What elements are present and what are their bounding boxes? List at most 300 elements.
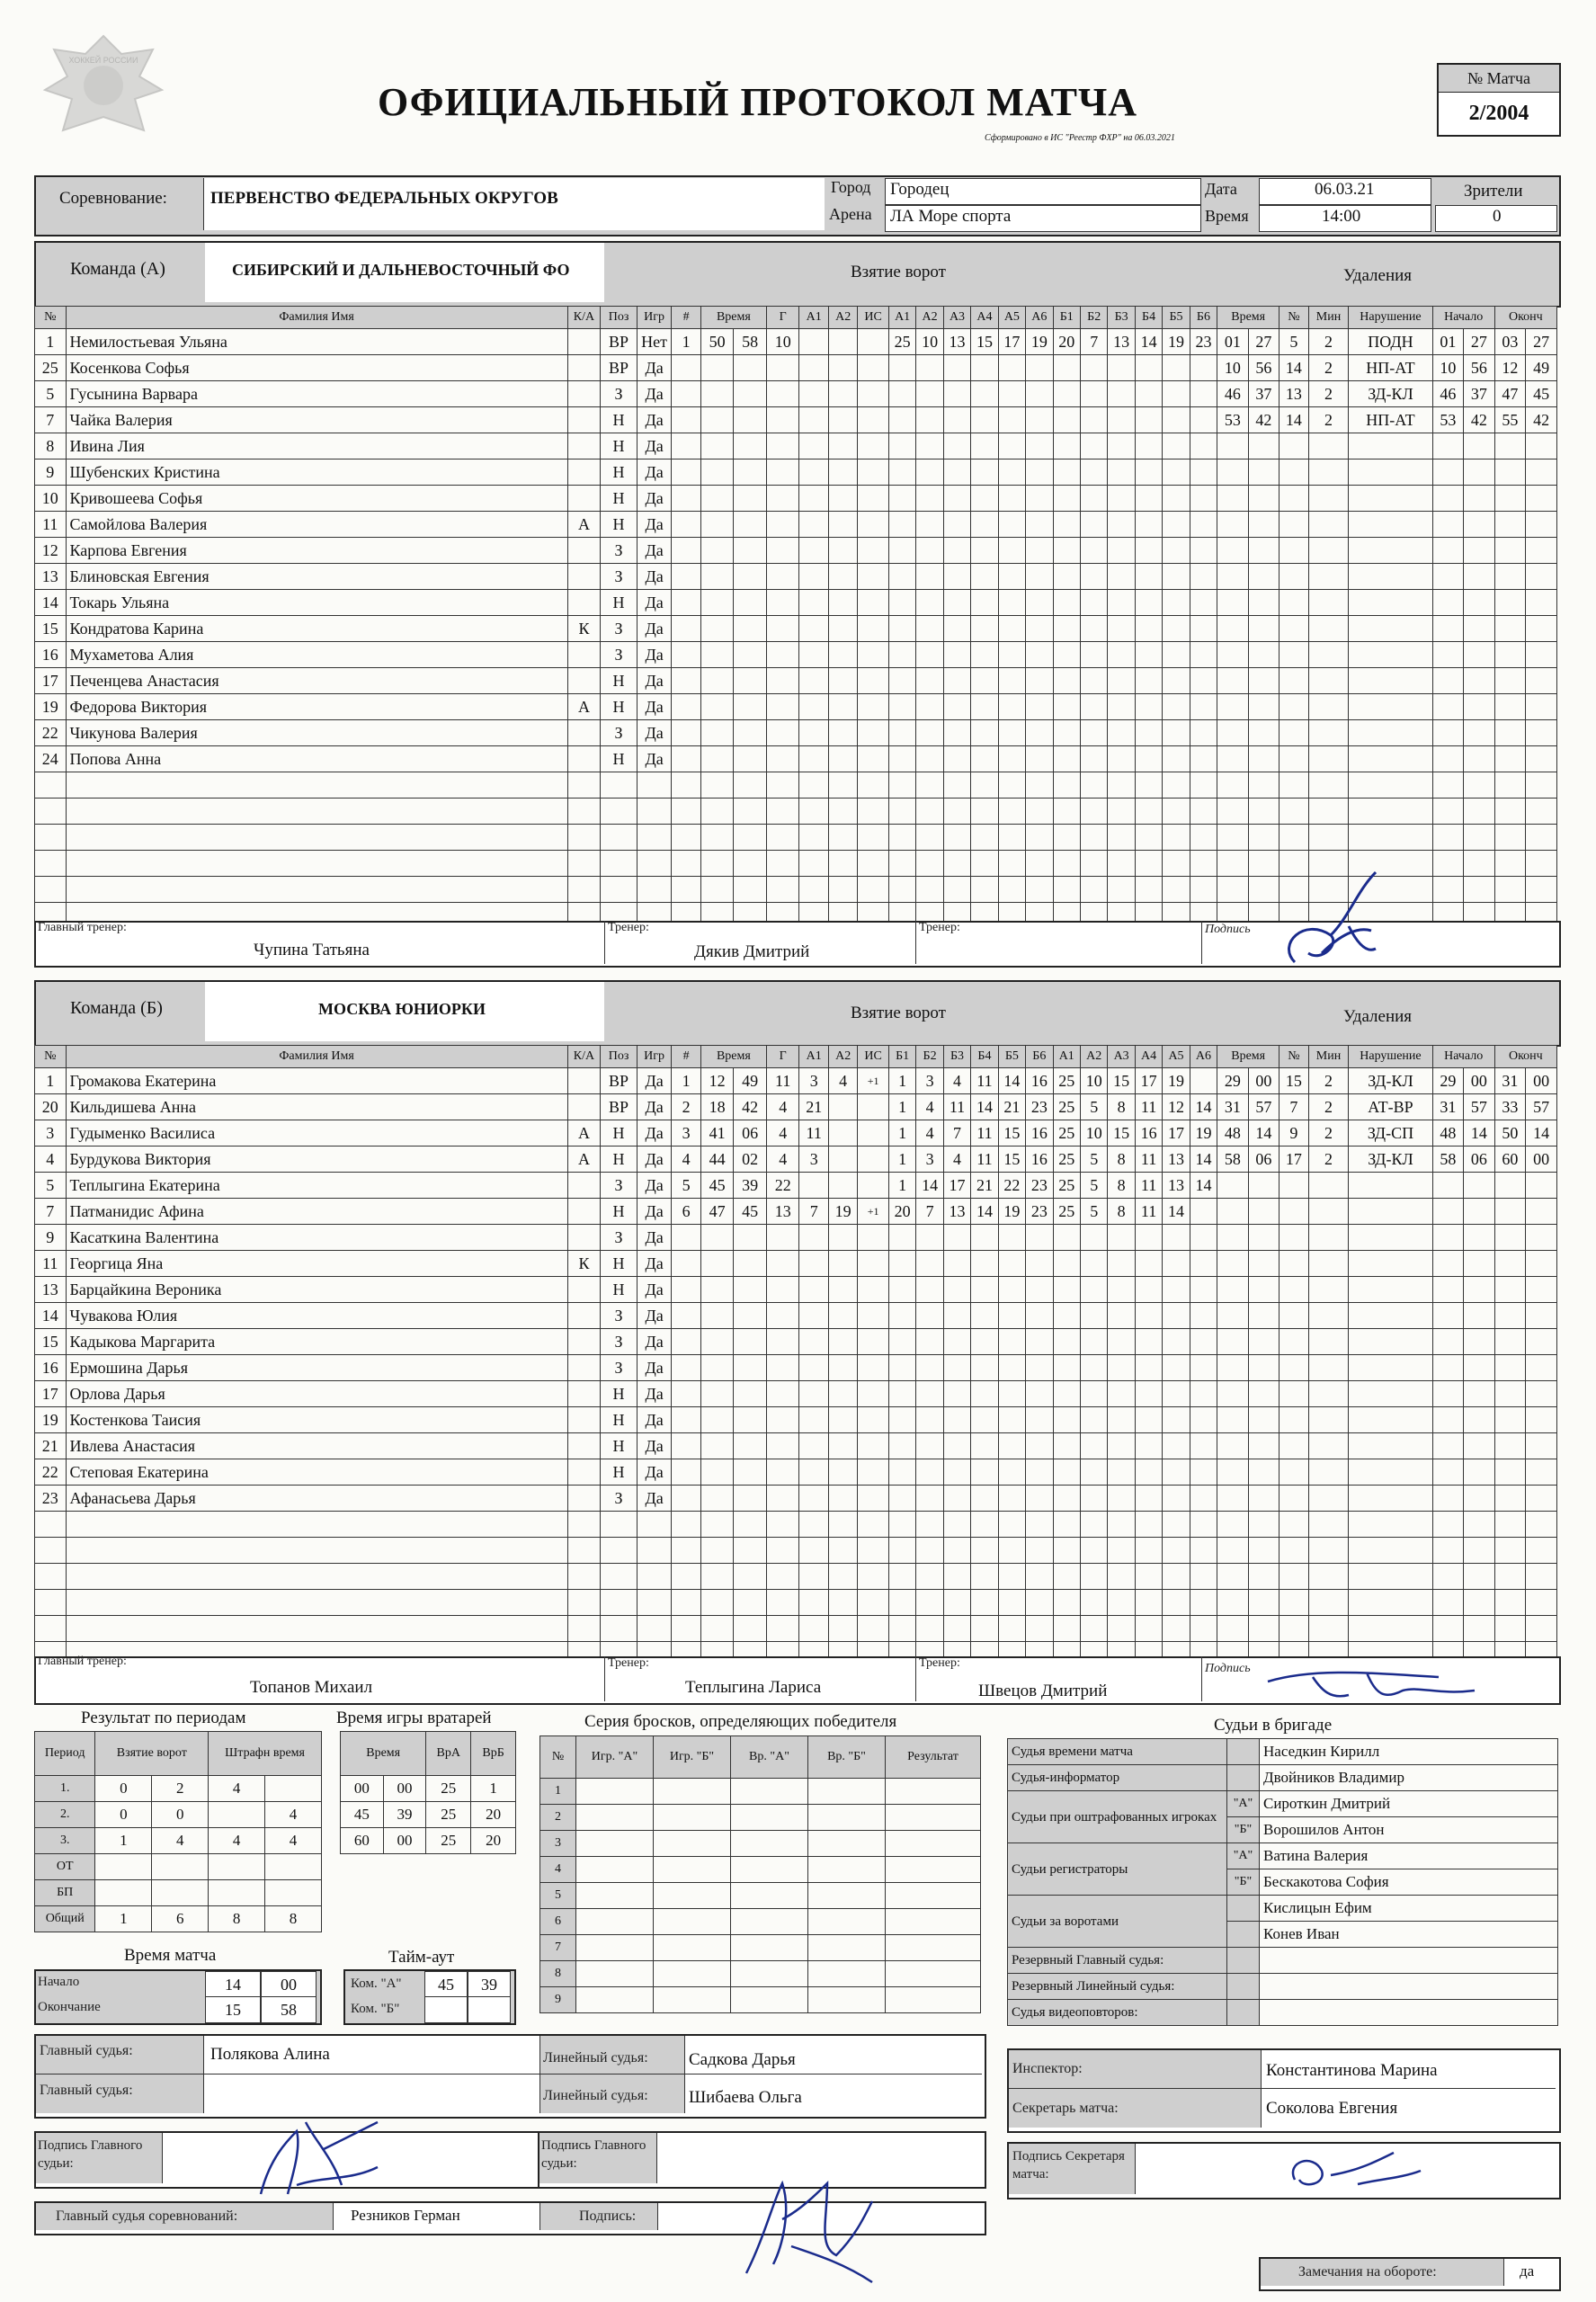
player-played: Да xyxy=(637,1433,672,1459)
goal-on-ice-minus xyxy=(1135,407,1162,433)
referee-tag xyxy=(1227,1765,1260,1791)
table-row xyxy=(35,1828,322,1854)
col-plus-2: А2 xyxy=(916,307,943,329)
col-pen-time: Время xyxy=(1217,1046,1279,1068)
goal-minute xyxy=(700,381,734,407)
referee-tag xyxy=(1227,1974,1260,2000)
table-row xyxy=(35,1329,1557,1355)
penalty-player: 15 xyxy=(1279,1068,1308,1094)
goal-situation xyxy=(858,407,889,433)
player-played: Да xyxy=(637,512,672,538)
penalty-end-sec xyxy=(1526,1303,1557,1329)
goal-on-ice-plus xyxy=(943,381,970,407)
player-played xyxy=(637,877,672,903)
team-b-table xyxy=(34,1045,1557,1668)
shootout-cell xyxy=(886,1883,981,1909)
player-played: Да xyxy=(637,1225,672,1251)
goal-on-ice-minus xyxy=(1053,433,1080,460)
penalty-end-min xyxy=(1494,746,1526,772)
col-no: № xyxy=(540,1736,576,1779)
goal-on-ice-minus xyxy=(1080,1512,1107,1538)
goal-on-ice-plus: 4 xyxy=(916,1094,943,1120)
periods-table xyxy=(34,1731,322,1932)
goal-on-ice-plus: 4 xyxy=(916,1120,943,1147)
svg-text:ХОККЕЙ РОССИИ: ХОККЕЙ РОССИИ xyxy=(68,56,138,65)
penalty-end-min xyxy=(1494,1381,1526,1407)
goal-on-ice-minus xyxy=(1053,694,1080,720)
penalty-start-sec: 27 xyxy=(1464,329,1495,355)
col-play: Игр xyxy=(637,307,672,329)
goalie-a: 25 xyxy=(426,1776,471,1802)
player-played: Да xyxy=(637,460,672,486)
penalty-start-min xyxy=(1432,1512,1464,1538)
penalty-violation xyxy=(1349,1277,1432,1303)
player-captain xyxy=(567,1407,601,1433)
penalty-start-sec xyxy=(1464,642,1495,668)
col-minus-6: А6 xyxy=(1190,1046,1217,1068)
penalty-end-sec xyxy=(1526,825,1557,851)
penalty-end-sec: 42 xyxy=(1526,407,1557,433)
goal-assist-1 xyxy=(799,799,828,825)
goal-on-ice-minus: 23 xyxy=(1190,329,1217,355)
goal-on-ice-plus xyxy=(916,1277,943,1303)
player-position: Н xyxy=(601,1433,638,1459)
penalty-start-sec xyxy=(1464,1433,1495,1459)
table-row xyxy=(1008,1791,1558,1817)
goal-on-ice-plus xyxy=(888,538,915,564)
goal-on-ice-minus xyxy=(1053,1538,1080,1564)
period-goals-a: 1 xyxy=(95,1828,152,1854)
goal-on-ice-minus: 14 xyxy=(1135,329,1162,355)
player-number: 21 xyxy=(35,1433,67,1459)
penalty-start-sec xyxy=(1464,1538,1495,1564)
penalty-start-sec xyxy=(1464,1459,1495,1486)
penalty-player xyxy=(1279,1355,1308,1381)
referee-tag: "А" xyxy=(1227,1791,1260,1817)
period-pen-a: 4 xyxy=(209,1828,265,1854)
goal-on-ice-plus xyxy=(888,694,915,720)
player-captain xyxy=(567,1329,601,1355)
goal-on-ice-plus: 14 xyxy=(916,1173,943,1199)
goal-on-ice-plus xyxy=(971,877,998,903)
penalty-start-min: 31 xyxy=(1432,1094,1464,1120)
player-played: Да xyxy=(637,433,672,460)
goal-scorer xyxy=(766,1251,799,1277)
goal-on-ice-plus xyxy=(1026,381,1053,407)
table-row xyxy=(35,616,1557,642)
goal-on-ice-minus xyxy=(1190,1590,1217,1616)
penalty-start-sec xyxy=(1464,1564,1495,1590)
table-row xyxy=(540,1805,981,1831)
goal-number xyxy=(672,590,700,616)
goal-assist-2 xyxy=(828,1147,857,1173)
goal-assist-1 xyxy=(799,1564,828,1590)
penalty-player: 13 xyxy=(1279,381,1308,407)
goal-on-ice-minus: 11 xyxy=(1135,1173,1162,1199)
penalty-start-min: 01 xyxy=(1432,329,1464,355)
penalty-minutes xyxy=(1308,1538,1349,1564)
goal-on-ice-plus xyxy=(888,1459,915,1486)
col-minus-4: А4 xyxy=(1135,1046,1162,1068)
team-b-coach2: Швецов Дмитрий xyxy=(978,1682,1108,1700)
shootout-cell xyxy=(576,1961,654,1987)
goal-on-ice-minus xyxy=(1135,851,1162,877)
table-row xyxy=(35,720,1557,746)
goal-on-ice-minus xyxy=(1108,1381,1135,1407)
goal-minute: 45 xyxy=(700,1173,734,1199)
goal-on-ice-minus xyxy=(1108,433,1135,460)
penalty-violation: НП-АТ xyxy=(1349,355,1432,381)
player-played: Да xyxy=(637,1199,672,1225)
penalty-end-min xyxy=(1494,512,1526,538)
player-position: Н xyxy=(601,512,638,538)
penalty-minute xyxy=(1217,825,1249,851)
goal-on-ice-plus xyxy=(971,512,998,538)
goal-situation xyxy=(858,799,889,825)
goal-on-ice-plus xyxy=(971,772,998,799)
penalty-start-min xyxy=(1432,772,1464,799)
player-name xyxy=(66,1564,567,1590)
goal-on-ice-minus xyxy=(1053,1590,1080,1616)
goal-number xyxy=(672,1433,700,1459)
col-goalie-a: ВрА xyxy=(426,1732,471,1776)
penalty-minute: 01 xyxy=(1217,329,1249,355)
penalty-end-sec xyxy=(1526,564,1557,590)
goal-on-ice-minus xyxy=(1053,512,1080,538)
goal-on-ice-plus: 13 xyxy=(943,329,970,355)
goal-on-ice-minus xyxy=(1163,1329,1190,1355)
penalty-second xyxy=(1248,799,1279,825)
table-row xyxy=(35,329,1557,355)
goal-assist-1 xyxy=(799,1407,828,1433)
goal-scorer xyxy=(766,590,799,616)
goal-on-ice-plus xyxy=(1026,642,1053,668)
shootout-cell xyxy=(731,1935,808,1961)
table-row xyxy=(35,433,1557,460)
goal-on-ice-plus xyxy=(916,1590,943,1616)
referee-role: Судья-информатор xyxy=(1008,1765,1227,1791)
penalty-minute xyxy=(1217,1355,1249,1381)
penalty-start-sec: 42 xyxy=(1464,407,1495,433)
col-goal-a2: А2 xyxy=(828,307,857,329)
player-captain xyxy=(567,381,601,407)
goal-on-ice-minus xyxy=(1135,877,1162,903)
player-played: Да xyxy=(637,1173,672,1199)
shootout-cell xyxy=(731,1857,808,1883)
player-played: Да xyxy=(637,486,672,512)
goal-on-ice-plus xyxy=(1026,668,1053,694)
goal-assist-2 xyxy=(828,538,857,564)
goal-on-ice-minus xyxy=(1053,746,1080,772)
goal-on-ice-plus xyxy=(998,1459,1025,1486)
penalty-start-min xyxy=(1432,460,1464,486)
goal-assist-1 xyxy=(799,538,828,564)
goal-on-ice-minus xyxy=(1080,407,1107,433)
penalty-start-sec: 56 xyxy=(1464,355,1495,381)
goal-on-ice-minus xyxy=(1190,1277,1217,1303)
goal-minute xyxy=(700,512,734,538)
goal-on-ice-plus xyxy=(888,433,915,460)
table-row xyxy=(540,1831,981,1857)
penalty-minutes xyxy=(1308,1407,1349,1433)
goal-second: 45 xyxy=(734,1199,767,1225)
goal-on-ice-minus xyxy=(1190,825,1217,851)
goal-situation xyxy=(858,355,889,381)
match-start-min: 00 xyxy=(261,1971,317,1998)
period-pen-a xyxy=(209,1854,265,1880)
penalty-minute: 46 xyxy=(1217,381,1249,407)
goal-on-ice-plus: 16 xyxy=(1026,1068,1053,1094)
shootout-cell xyxy=(576,1935,654,1961)
shootout-cell xyxy=(654,1805,731,1831)
penalty-second: 14 xyxy=(1248,1120,1279,1147)
player-name: Ивлева Анастасия xyxy=(66,1433,567,1459)
goal-on-ice-minus xyxy=(1135,825,1162,851)
goal-minute xyxy=(700,877,734,903)
goal-assist-1 xyxy=(799,381,828,407)
goal-on-ice-plus: 19 xyxy=(1026,329,1053,355)
goal-number xyxy=(672,1616,700,1642)
player-number: 17 xyxy=(35,668,67,694)
penalty-end-sec xyxy=(1526,1199,1557,1225)
player-position xyxy=(601,1590,638,1616)
goal-on-ice-minus xyxy=(1190,1329,1217,1355)
player-captain xyxy=(567,1590,601,1616)
player-number: 9 xyxy=(35,460,67,486)
penalty-end-sec xyxy=(1526,1251,1557,1277)
penalty-player xyxy=(1279,772,1308,799)
goal-on-ice-plus xyxy=(916,825,943,851)
periods-title: Результат по периодам xyxy=(81,1709,246,1727)
goal-situation xyxy=(858,720,889,746)
goal-scorer: 10 xyxy=(766,329,799,355)
penalty-minute xyxy=(1217,538,1249,564)
goal-assist-2 xyxy=(828,720,857,746)
goal-on-ice-minus xyxy=(1053,564,1080,590)
goal-on-ice-plus xyxy=(971,355,998,381)
penalty-minute: 31 xyxy=(1217,1094,1249,1120)
penalty-end-sec xyxy=(1526,668,1557,694)
goal-on-ice-minus xyxy=(1163,486,1190,512)
player-number: 22 xyxy=(35,1459,67,1486)
table-row xyxy=(35,460,1557,486)
penalty-start-sec xyxy=(1464,590,1495,616)
goal-scorer xyxy=(766,1486,799,1512)
player-number: 15 xyxy=(35,1329,67,1355)
goal-assist-1: 3 xyxy=(799,1147,828,1173)
main-ref-1: Полякова Алина xyxy=(210,2045,330,2064)
goal-assist-2 xyxy=(828,1225,857,1251)
goal-on-ice-plus xyxy=(1026,460,1053,486)
team-a-coach1-label: Тренер: xyxy=(608,921,649,934)
goalie-minute: 00 xyxy=(341,1776,384,1802)
goal-on-ice-minus xyxy=(1190,720,1217,746)
goal-assist-1 xyxy=(799,746,828,772)
penalty-start-min: 10 xyxy=(1432,355,1464,381)
player-number: 13 xyxy=(35,1277,67,1303)
goal-second xyxy=(734,1407,767,1433)
goal-on-ice-plus xyxy=(998,694,1025,720)
penalty-player xyxy=(1279,538,1308,564)
goal-on-ice-plus xyxy=(943,1407,970,1433)
penalty-second: 57 xyxy=(1248,1094,1279,1120)
penalty-start-min xyxy=(1432,1355,1464,1381)
penalty-start-sec xyxy=(1464,668,1495,694)
player-number: 12 xyxy=(35,538,67,564)
goal-assist-1 xyxy=(799,877,828,903)
penalty-second xyxy=(1248,538,1279,564)
goal-scorer xyxy=(766,381,799,407)
penalty-end-sec xyxy=(1526,1173,1557,1199)
goal-on-ice-plus: 1 xyxy=(888,1094,915,1120)
goal-situation xyxy=(858,1094,889,1120)
shootout-cell xyxy=(886,1805,981,1831)
penalty-minutes xyxy=(1308,564,1349,590)
goal-on-ice-plus xyxy=(916,590,943,616)
table-row xyxy=(35,1251,1557,1277)
goal-minute: 41 xyxy=(700,1120,734,1147)
goal-on-ice-minus xyxy=(1163,460,1190,486)
penalty-minutes: 2 xyxy=(1308,1147,1349,1173)
player-name: Чикунова Валерия xyxy=(66,720,567,746)
penalty-end-min xyxy=(1494,1590,1526,1616)
penalty-end-min xyxy=(1494,642,1526,668)
goal-on-ice-minus: 25 xyxy=(1053,1199,1080,1225)
table-row xyxy=(35,1459,1557,1486)
goal-on-ice-minus xyxy=(1053,1512,1080,1538)
player-name: Барцайкина Вероника xyxy=(66,1277,567,1303)
penalty-minute xyxy=(1217,564,1249,590)
shootout-cell xyxy=(654,1883,731,1909)
penalty-start-min: 48 xyxy=(1432,1120,1464,1147)
shootout-cell xyxy=(886,1831,981,1857)
player-name xyxy=(66,772,567,799)
goal-on-ice-plus xyxy=(1026,1251,1053,1277)
penalty-start-sec xyxy=(1464,1199,1495,1225)
table-row xyxy=(540,1961,981,1987)
penalty-player xyxy=(1279,564,1308,590)
penalty-start-min xyxy=(1432,1407,1464,1433)
penalty-player xyxy=(1279,1277,1308,1303)
goal-on-ice-plus xyxy=(916,616,943,642)
goal-on-ice-plus xyxy=(943,1355,970,1381)
goal-on-ice-plus xyxy=(888,1251,915,1277)
goal-assist-2 xyxy=(828,616,857,642)
goal-on-ice-minus xyxy=(1053,642,1080,668)
period-name: БП xyxy=(35,1880,95,1906)
goal-on-ice-plus xyxy=(943,799,970,825)
goal-situation xyxy=(858,538,889,564)
goal-on-ice-plus xyxy=(888,851,915,877)
goal-situation xyxy=(858,1329,889,1355)
penalty-end-min xyxy=(1494,1459,1526,1486)
goal-on-ice-plus xyxy=(1026,825,1053,851)
penalty-start-min xyxy=(1432,1616,1464,1642)
player-name: Гудыменко Василиса xyxy=(66,1120,567,1147)
goal-on-ice-plus xyxy=(943,1538,970,1564)
penalty-end-min xyxy=(1494,564,1526,590)
goal-on-ice-plus xyxy=(916,720,943,746)
goal-on-ice-plus: 16 xyxy=(1026,1120,1053,1147)
shootout-cell xyxy=(576,1987,654,2013)
penalty-player: 9 xyxy=(1279,1120,1308,1147)
player-name: Кривошеева Софья xyxy=(66,486,567,512)
goal-on-ice-plus: 19 xyxy=(998,1199,1025,1225)
goal-assist-1 xyxy=(799,433,828,460)
goal-on-ice-plus xyxy=(971,1590,998,1616)
goal-scorer: 4 xyxy=(766,1120,799,1147)
goal-second xyxy=(734,1303,767,1329)
goal-situation xyxy=(858,668,889,694)
time-value: 14:00 xyxy=(1322,207,1361,226)
goal-on-ice-plus xyxy=(998,720,1025,746)
goal-number xyxy=(672,1486,700,1512)
penalty-player xyxy=(1279,1564,1308,1590)
goal-on-ice-minus xyxy=(1080,1486,1107,1512)
goal-minute xyxy=(700,1303,734,1329)
goal-on-ice-plus xyxy=(943,355,970,381)
goal-second xyxy=(734,877,767,903)
penalty-violation xyxy=(1349,1590,1432,1616)
goal-on-ice-minus xyxy=(1108,1329,1135,1355)
goal-number: 5 xyxy=(672,1173,700,1199)
goal-on-ice-plus xyxy=(943,1590,970,1616)
shootout-cell xyxy=(886,1909,981,1935)
table-row xyxy=(540,1779,981,1805)
player-number: 16 xyxy=(35,1355,67,1381)
goal-on-ice-minus xyxy=(1135,668,1162,694)
penalty-start-min xyxy=(1432,538,1464,564)
goal-minute xyxy=(700,746,734,772)
goalie-second: 39 xyxy=(383,1802,426,1828)
goal-minute xyxy=(700,1512,734,1538)
col-pen-min: Мин xyxy=(1308,1046,1349,1068)
player-played xyxy=(637,851,672,877)
col-player-a: Игр. "А" xyxy=(576,1736,654,1779)
player-played xyxy=(637,1616,672,1642)
penalty-minutes: 2 xyxy=(1308,381,1349,407)
goal-on-ice-plus xyxy=(943,1303,970,1329)
goal-on-ice-plus: 20 xyxy=(888,1199,915,1225)
referee-role: Резервный Линейный судья: xyxy=(1008,1974,1227,2000)
goal-on-ice-minus xyxy=(1080,564,1107,590)
goal-on-ice-plus xyxy=(916,877,943,903)
penalty-violation xyxy=(1349,538,1432,564)
goal-minute xyxy=(700,433,734,460)
goal-assist-2 xyxy=(828,1486,857,1512)
goal-assist-2 xyxy=(828,1564,857,1590)
goal-assist-2: 4 xyxy=(828,1068,857,1094)
player-position: Н xyxy=(601,1199,638,1225)
penalty-player xyxy=(1279,1459,1308,1486)
goal-on-ice-plus xyxy=(888,746,915,772)
player-played xyxy=(637,1564,672,1590)
penalty-end-min: 31 xyxy=(1494,1068,1526,1094)
penalty-player xyxy=(1279,433,1308,460)
goal-on-ice-minus xyxy=(1053,1486,1080,1512)
goal-on-ice-minus xyxy=(1080,877,1107,903)
goal-on-ice-minus xyxy=(1080,381,1107,407)
team-a-label: Команда (А) xyxy=(70,259,165,279)
page-title: ОФИЦИАЛЬНЫЙ ПРОТОКОЛ МАТЧА xyxy=(378,80,1138,124)
goal-on-ice-plus xyxy=(943,460,970,486)
goal-scorer xyxy=(766,720,799,746)
goal-on-ice-plus: 11 xyxy=(971,1147,998,1173)
goal-situation xyxy=(858,1512,889,1538)
player-position xyxy=(601,851,638,877)
player-position xyxy=(601,1564,638,1590)
penalty-player: 14 xyxy=(1279,355,1308,381)
